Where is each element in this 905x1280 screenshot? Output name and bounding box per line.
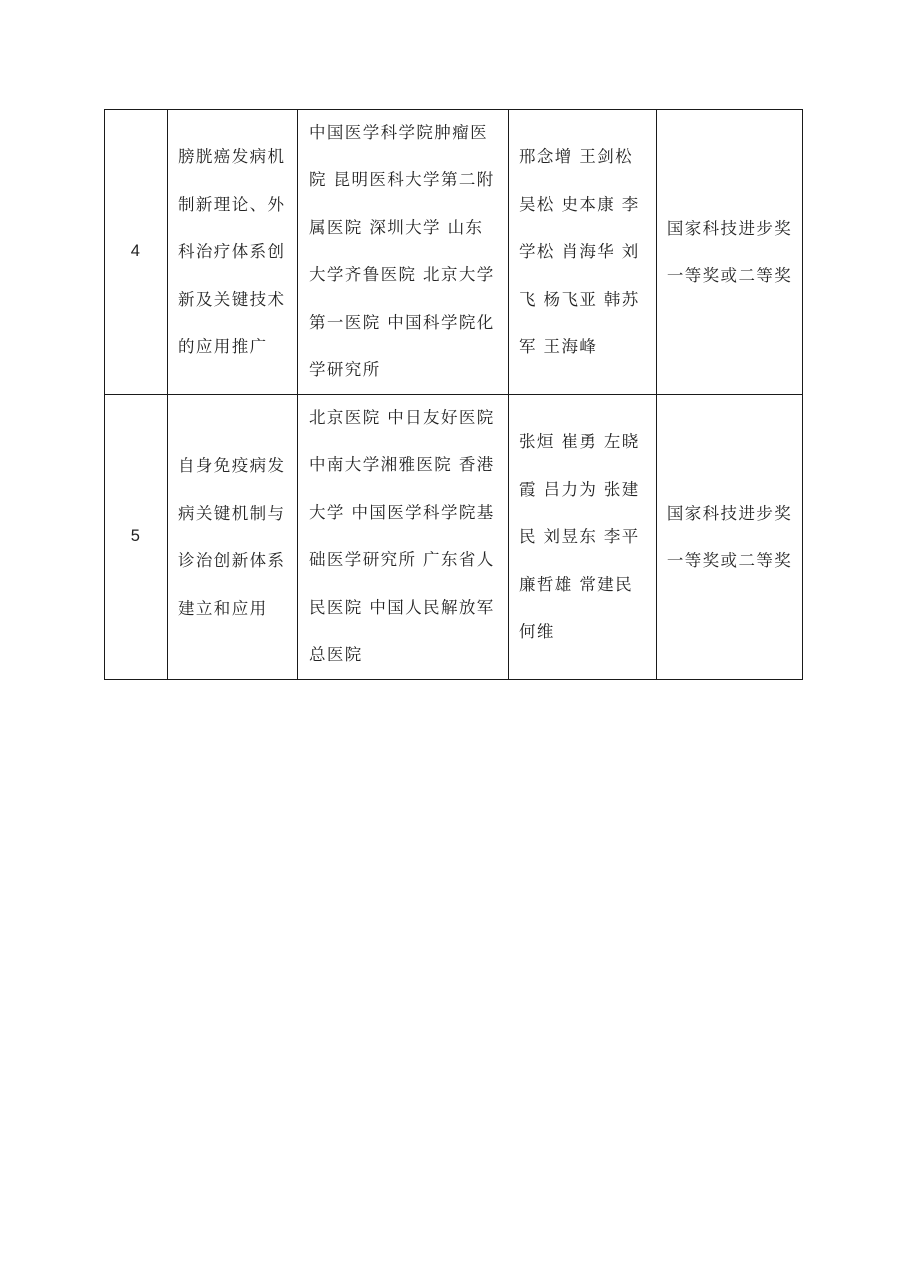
project-name-cell (168, 110, 298, 395)
project-name: 膀胱癌发病机 制新理论、外 科治疗体系创 新及关键技术 的应用推广 (178, 147, 286, 357)
completing-units: 中国医学科学院肿瘤医 院 昆明医科大学第二附 属医院 深圳大学 山东 大学齐鲁医院 北京大学 第一医院 中国科学院化 学研究所 (309, 122, 495, 379)
units-cell (298, 395, 509, 680)
project-name-cell (168, 395, 298, 680)
award-cell (657, 395, 803, 680)
row-number-text: 4 (130, 242, 142, 261)
award-level: 国家科技进步奖 一等奖或二等奖 (666, 218, 793, 285)
completing-units: 北京医院 中日友好医院 中南大学湘雅医院 香港 大学 中国医学科学院基 础医学研究所 广东省人 民医院 中国人民解放军 总医院 (309, 407, 495, 664)
table-row (105, 110, 803, 395)
award-level: 国家科技进步奖 一等奖或二等奖 (666, 503, 793, 570)
units-cell (298, 110, 509, 395)
award-nomination-table (104, 109, 803, 680)
award-cell (657, 110, 803, 395)
completing-people: 邢念增 王剑松 吴松 史本康 李 学松 肖海华 刘 飞 杨飞亚 韩苏 军 王海峰 (519, 147, 640, 357)
row-number-text: 5 (130, 527, 142, 546)
people-cell (509, 110, 657, 395)
project-name: 自身免疫病发 病关键机制与 诊治创新体系 建立和应用 (178, 456, 286, 618)
row-number (105, 110, 168, 395)
completing-people: 张烜 崔勇 左晓 霞 吕力为 张建 民 刘昱东 李平 廉哲雄 常建民 何维 (519, 432, 640, 642)
people-cell (509, 395, 657, 680)
table-row (105, 395, 803, 680)
row-number (105, 395, 168, 680)
